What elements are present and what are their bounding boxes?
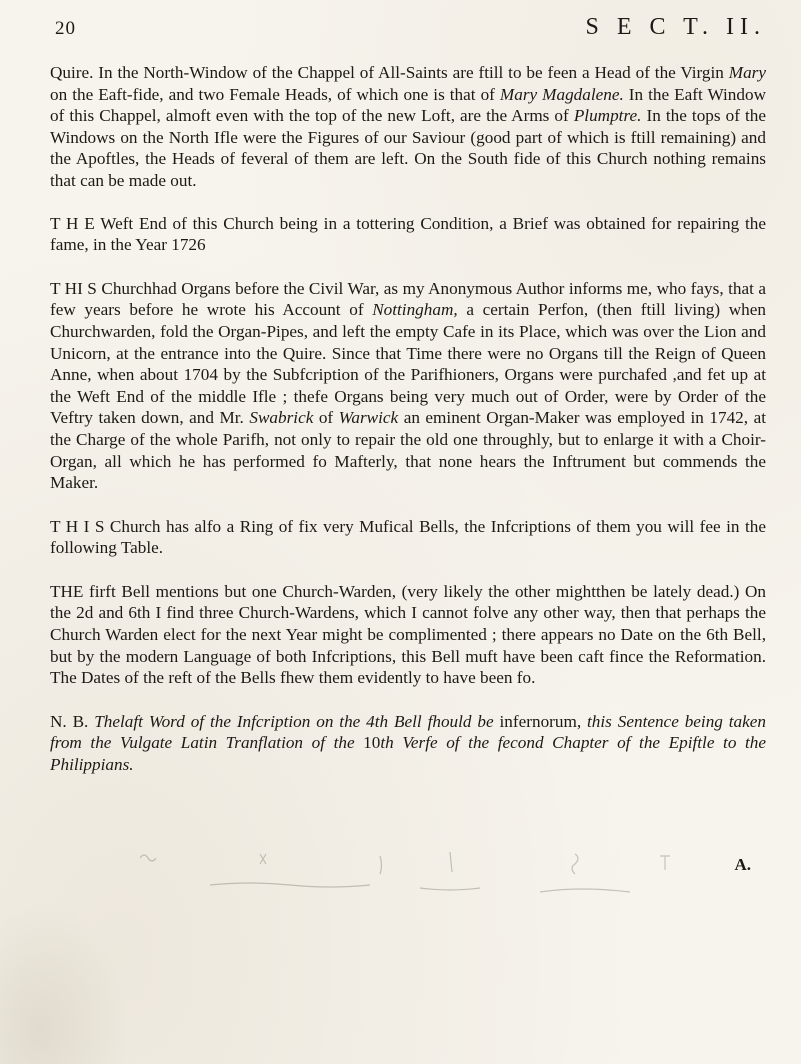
text-segment: Quire. In the North-Window of the Chappel of All-Saints are ftill to be feen a Head of the Virgin <box>50 63 729 82</box>
text-segment: T H E Weft End of this Church being in a tottering Condition, a Brief was obtained for repairing the fame, in the Year 1726 <box>50 213 766 255</box>
text-segment: T H I S Church has alfo a Ring of fix very Mufical Bells, the Infcriptions of them you will fee in the following Table. <box>50 516 766 558</box>
text-segment: 10 <box>354 733 381 753</box>
italic-text-segment: th Verfe of the fecond Chapter of the Epiftle to the Philippians. <box>50 733 766 775</box>
italic-text-segment: Thelaft Word of the Infcription on the 4th Bell fhould be <box>94 711 494 731</box>
show-through-ink <box>120 840 760 910</box>
text-segment: T HI S Churchhad Organs before the Civil War, as my Anonymous Author informs me, who fays, that a few years before he wrote his Account of <box>50 278 766 320</box>
italic-text-segment: Mary <box>728 63 766 82</box>
page-number: 20 <box>55 18 76 39</box>
italic-text-segment: Nottingham, <box>372 300 458 320</box>
paragraph-organs <box>50 278 766 494</box>
paragraph-first-bell <box>50 581 766 689</box>
paragraph-quire <box>50 62 766 192</box>
paragraph-bells <box>50 516 766 559</box>
italic-text-segment: this Sentence being taken from the Vulgate Latin Tranflation of the <box>50 711 766 753</box>
italic-text-segment: Mary Magdalene. <box>499 84 624 104</box>
page-header <box>0 0 801 60</box>
text-segment: of <box>313 408 339 428</box>
text-segment: N. B. <box>50 711 95 731</box>
text-segment: THE firft Bell mentions but one Church-Warden, (very likely the other mightthen be lately dead.) On the 2d and 6th I find three Church-Wardens, which I cannot folve any other way, then that perhaps the Church Warden elect for the next Year might be complimented ; there appears no Date on the 6th Bell, but by the modern Language of both Infcriptions, this Bell muft have been caft fince the Reformation. The Dates of the reft of the Bells fhew them evidently to have been fo. <box>50 581 766 688</box>
italic-text-segment: Warwick <box>338 408 399 428</box>
text-segment: In the Eaft Window of this Chappel, almoft even with the top of the new Loft, are the Arms of <box>50 84 766 126</box>
catchword: A. <box>734 855 751 874</box>
running-head: S E C T. II. <box>585 14 766 40</box>
text-segment: infernorum, <box>493 711 588 731</box>
italic-text-segment: Swabrick <box>249 408 314 428</box>
body-text <box>50 62 766 798</box>
text-segment: on the Eaft-fide, and two Female Heads, of which one is that of <box>50 84 500 104</box>
text-segment: a certain Perfon, (then ftill living) when Churchwarden, fold the Organ-Pipes, and left the empty Cafe in its Place, which was over the Lion and Unicorn, at the entrance into the Quire. Since that Time there were no Organs till the Reign of Queen Anne, when about 1704 by the Subfcription of the Parifhioners, Organs were purchafed ,and fet up at the Weft End of the middle Ifle ; thefe Organs being very much out of Order, were by Order of the Veftry taken down, and Mr. <box>50 300 766 428</box>
italic-text-segment: Plumptre. <box>573 106 642 126</box>
paper-stain <box>0 900 130 1064</box>
paragraph-nota-bene <box>50 711 766 776</box>
text-segment: In the tops of the Windows on the North Ifle were the Figures of our Saviour (good part of which is ftill remaining) and the Apoftles, the Heads of feveral of them are left. On the South fide of this Church nothing remains that can be made out. <box>50 106 766 190</box>
paragraph-west-end <box>50 213 766 256</box>
text-segment: an eminent Organ-Maker was employed in 1742, at the Charge of the whole Parifh, not only to repair the old one throughly, but to enlarge it with a Choir-Organ, all which he has performed fo Mafterly, that none hears the Inftrument but commends the Maker. <box>50 408 766 493</box>
